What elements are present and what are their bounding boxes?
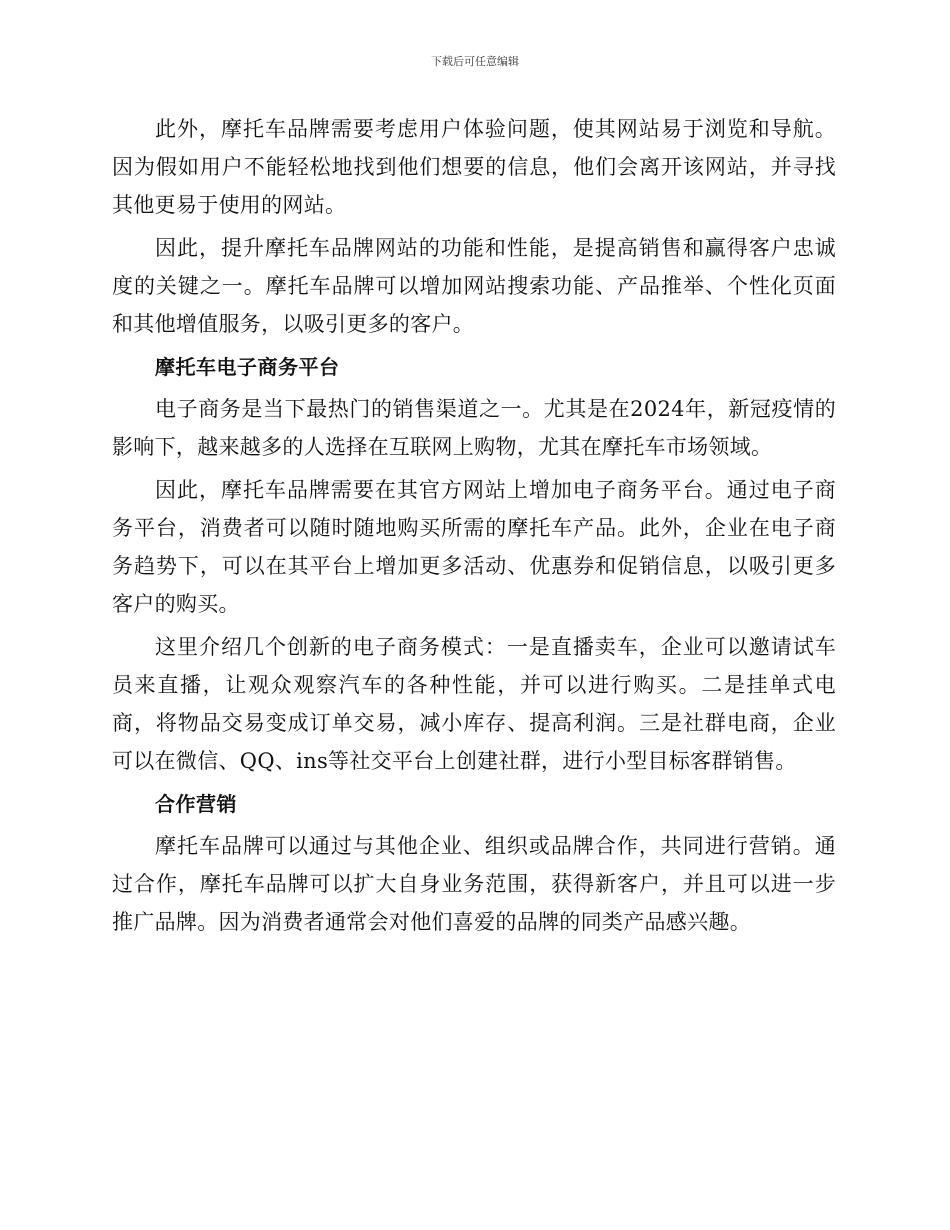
section-heading-ecommerce: 摩托车电子商务平台 bbox=[155, 355, 340, 379]
paragraph-ecommerce-platform: 因此，摩托车品牌需要在其官方网站上增加电子商务平台。通过电子商务平台，消费者可以随时随地购买所需的摩托车产品。此外，企业在电子商务趋势下，可以在其平台上增加更多活动、优惠券和促销信息，以吸引更多客户的购买。 bbox=[112, 478, 836, 616]
page-header: 下载后可任意编辑 bbox=[431, 55, 519, 68]
section-heading-cooperation: 合作营销 bbox=[155, 792, 237, 816]
paragraph-ecommerce-models: 这里介绍几个创新的电子商务模式：一是直播卖车，企业可以邀请试车员来直播，让观众观察汽车的各种性能，并可以进行购买。二是挂单式电商，将物品交易变成订单交易，减小库存、提高利润。三是社群电商，企业可以在微信、QQ、ins等社交平台上创建社群，进行小型目标客群销售。 bbox=[112, 635, 836, 773]
paragraph-user-experience: 此外，摩托车品牌需要考虑用户体验问题，使其网站易于浏览和导航。因为假如用户不能轻松地找到他们想要的信息，他们会离开该网站，并寻找其他更易于使用的网站。 bbox=[112, 117, 836, 217]
document-body bbox=[112, 110, 836, 946]
paragraph-website-improvement: 因此，提升摩托车品牌网站的功能和性能，是提高销售和赢得客户忠诚度的关键之一。摩托车品牌可以增加网站搜索功能、产品推举、个性化页面和其他增值服务，以吸引更多的客户。 bbox=[112, 236, 836, 336]
paragraph-ecommerce-trend: 电子商务是当下最热门的销售渠道之一。尤其是在2024年，新冠疫情的影响下，越来越多的人选择在互联网上购物，尤其在摩托车市场领域。 bbox=[112, 397, 836, 459]
paragraph-cooperative-marketing: 摩托车品牌可以通过与其他企业、组织或品牌合作，共同进行营销。通过合作，摩托车品牌可以扩大自身业务范围，获得新客户，并且可以进一步推广品牌。因为消费者通常会对他们喜爱的品牌的同类产品感兴趣。 bbox=[112, 834, 836, 934]
